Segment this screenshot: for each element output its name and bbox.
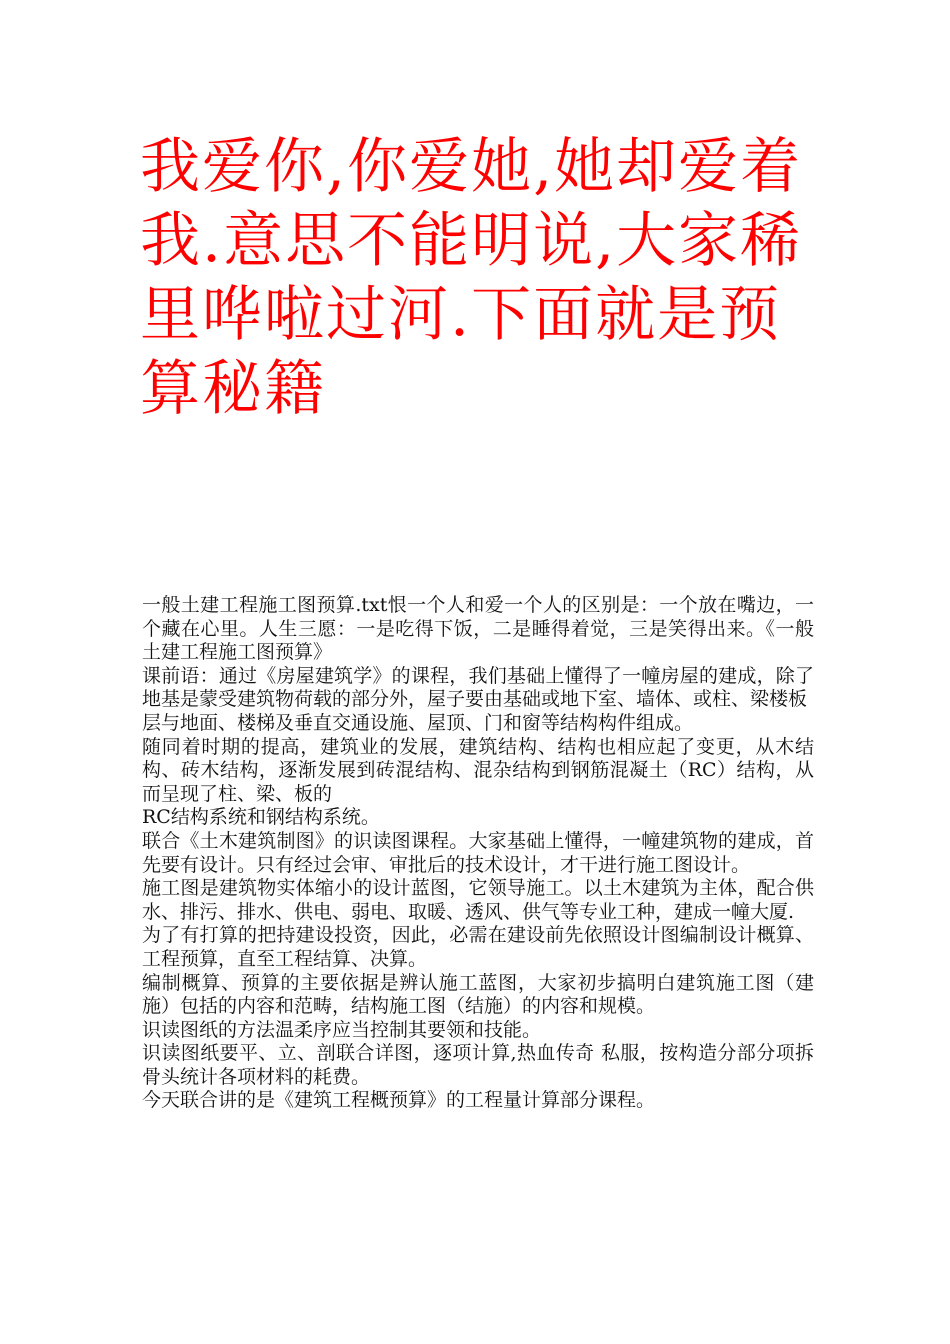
- paragraph-4: 随同着时期的提高，建筑业的发展，建筑结构、结构也相应起了变更，从木结构、砖木结构，逐渐发展到砖混结构、混杂结构到钢筋混凝土（RC）结构，从而呈现了柱、梁、板的: [142, 735, 814, 805]
- document-title: 我爱你,你爱她,她却爱着我.意思不能明说,大家稀里哗啦过河.下面就是预算秘籍: [140, 132, 803, 424]
- paragraph-6: 联合《土木建筑制图》的识读图课程。大家基础上懂得，一幢建筑物的建成，首先要有设计。只有经过会审、审批后的技术设计，才干进行施工图设计。: [142, 829, 814, 876]
- paragraph-3: 层与地面、楼梯及垂直交通设施、屋顶、门和窗等结构构件组成。: [142, 711, 694, 734]
- paragraph-7: 施工图是建筑物实体缩小的设计蓝图，它领导施工。以土木建筑为主体，配合供水、排污、排水、供电、弱电、取暖、透风、供气等专业工种，建成一幢大厦.: [142, 877, 814, 923]
- document-body: [142, 594, 814, 1113]
- paragraph-8: 为了有打算的把持建设投资，因此，必需在建设前先依照设计图编制设计概算、工程预算，直至工程结算、决算。: [142, 924, 814, 970]
- paragraph-1: 一般土建工程施工图预算.txt恨一个人和爱一个人的区别是：一个放在嘴边，一个藏在心里。人生三愿：一是吃得下饭，二是睡得着觉，三是笑得出来。《一般土建工程施工图预算》: [142, 594, 814, 664]
- paragraph-10: 识读图纸的方法温柔序应当控制其要领和技能。: [142, 1018, 542, 1041]
- paragraph-2: 课前语：通过《房屋建筑学》的课程，我们基础上懂得了一幢房屋的建成，除了地基是蒙受建筑物荷载的部分外，屋子要由基础或地下室、墙体、或柱、梁楼板: [142, 664, 814, 711]
- paragraph-9: 编制概算、预算的主要依据是辨认施工蓝图，大家初步搞明白建筑施工图（建施）包括的内容和范畴，结构施工图（结施）的内容和规模。: [142, 971, 814, 1018]
- paragraph-5: RC结构系统和钢结构系统。: [142, 806, 380, 829]
- paragraph-12: 今天联合讲的是《建筑工程概预算》的工程量计算部分课程。: [142, 1089, 656, 1112]
- paragraph-11: 识读图纸要平、立、剖联合详图，逐项计算,热血传奇 私服，按构造分部分项拆骨头统计各项材料的耗费。: [142, 1042, 814, 1088]
